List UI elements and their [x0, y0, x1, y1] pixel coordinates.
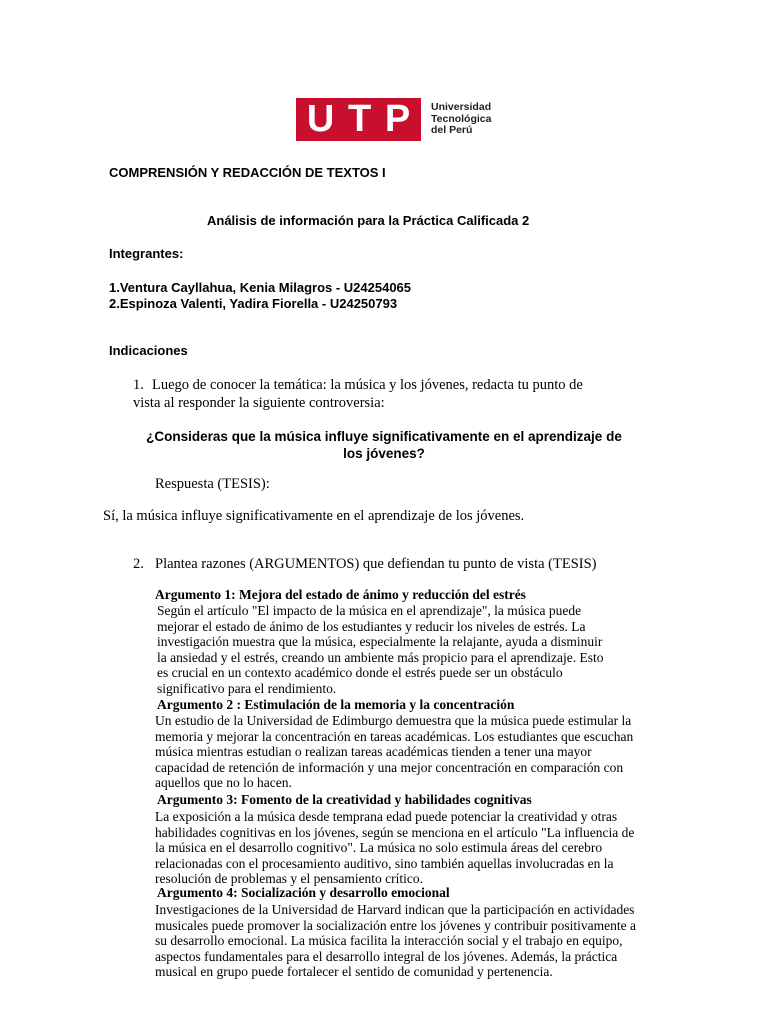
argument-1-line: Según el artículo "El impacto de la música en el aprendizaje", la música puede [157, 603, 582, 618]
argument-3-line: La exposición a la música desde temprana edad puede potenciar la creatividad y otras [155, 809, 618, 824]
argument-1-line: la ansiedad y el estrés, creando un ambiente más propicio para el aprendizaje. Esto [157, 649, 604, 665]
argument-2-line: Un estudio de la Universidad de Edimburgo demuestra que la música puede estimular la [155, 713, 632, 728]
member-1: 1.Ventura Cayllahua, Kenia Milagros - U24254065 [109, 280, 412, 295]
argument-1-line: investigación muestra que la música, especialmente la relajante, ayuda a disminuir [157, 634, 603, 650]
argument-3-line: la música en el desarrollo cognitivo". La música no solo estimula áreas del cerebro [155, 840, 603, 856]
argument-2-body [155, 713, 633, 791]
argument-2-title: Argumento 2 : Estimulación de la memoria y la concentración [157, 697, 515, 712]
logo-wordmark [431, 102, 491, 137]
course-title: COMPRENSIÓN Y REDACCIÓN DE TEXTOS I [109, 165, 386, 180]
item-1-number: 1. [133, 377, 144, 393]
argument-2-line: música mientras estudian o realizan tareas académicas tienden a tener una mayor [155, 744, 592, 760]
item-1-line-2: vista al responder la siguiente controversia: [133, 395, 385, 411]
argument-1-title: Argumento 1: Mejora del estado de ánimo y reducción del estrés [155, 587, 526, 602]
argument-1-line: mejorar el estado de ánimo de los estudiantes y reducir los niveles de estrés. La [157, 618, 586, 634]
question-line-2: los jóvenes? [343, 446, 425, 461]
argument-3-title: Argumento 3: Fomento de la creatividad y habilidades cognitivas [157, 792, 532, 807]
logo-letter-p: P [384, 98, 411, 140]
answer-label: Respuesta (TESIS): [155, 476, 270, 492]
members-heading: Integrantes: [109, 246, 184, 261]
argument-2-line: capacidad de retención de información y una mejor concentración en comparación con [155, 759, 624, 775]
logo-line-1: Universidad [431, 101, 492, 114]
member-2: 2.Espinoza Valenti, Yadira Fiorella - U24250793 [109, 296, 398, 311]
argument-2-line: memoria y mejorar la concentración en tareas académicas. Los estudiantes que escuchan [155, 728, 634, 744]
document-title: Análisis de información para la Práctica Calificada 2 [207, 213, 530, 228]
item-2-number: 2. [133, 556, 144, 572]
utp-logo [296, 98, 491, 141]
question-line-1: ¿Consideras que la música influye significativamente en el aprendizaje de [146, 429, 622, 444]
argument-3-line: relacionadas con el procesamiento auditivo, sino también aquellas involucradas en la [155, 855, 614, 871]
item-1-line-1: Luego de conocer la temática: la música y los jóvenes, redacta tu punto de [152, 377, 583, 393]
argument-4-body [155, 902, 636, 980]
argument-3-line: resolución de problemas y el pensamiento crítico. [155, 871, 424, 887]
argument-4-line: musical en grupo puede fortalecer el sentido de comunidad y pertenencia. [155, 964, 553, 980]
argument-4-title: Argumento 4: Socialización y desarrollo emocional [157, 885, 450, 900]
argument-1-body [157, 603, 603, 697]
logo-line-3: del Perú [431, 124, 473, 137]
argument-4-line: su desarrollo emocional. La música facilita la interacción social y el trabajo en equipo, [155, 933, 623, 949]
thesis-text: Sí, la música influye significativamente en el aprendizaje de los jóvenes. [103, 508, 525, 524]
argument-4-line: Investigaciones de la Universidad de Harvard indican que la participación en actividades [155, 902, 635, 917]
argument-3-body [155, 809, 634, 887]
argument-3-line: habilidades cognitivas en los jóvenes, según se menciona en el artículo "La influencia de [155, 824, 635, 840]
argument-1-line: significativo para el rendimiento. [157, 680, 337, 696]
item-2-text: Plantea razones (ARGUMENTOS) que defiendan tu punto de vista (TESIS) [155, 556, 597, 572]
argument-2-line: aquellos que no lo hacen. [155, 775, 292, 791]
logo-letter-u: U [306, 98, 335, 140]
argument-4-line: musicales puede promover la socialización entre los jóvenes y contribuir positivamente a [155, 917, 636, 933]
instructions-heading: Indicaciones [109, 343, 188, 358]
argument-1-line: es crucial en un contexto académico donde el estrés puede ser un obstáculo [157, 665, 563, 681]
logo-letter-t: T [347, 98, 372, 140]
argument-4-line: aspectos fundamentales para el desarrollo integral de los jóvenes. Además, la práctica [155, 948, 618, 964]
utp-logo-mark [296, 98, 421, 141]
logo-line-2: Tecnológica [431, 112, 492, 125]
